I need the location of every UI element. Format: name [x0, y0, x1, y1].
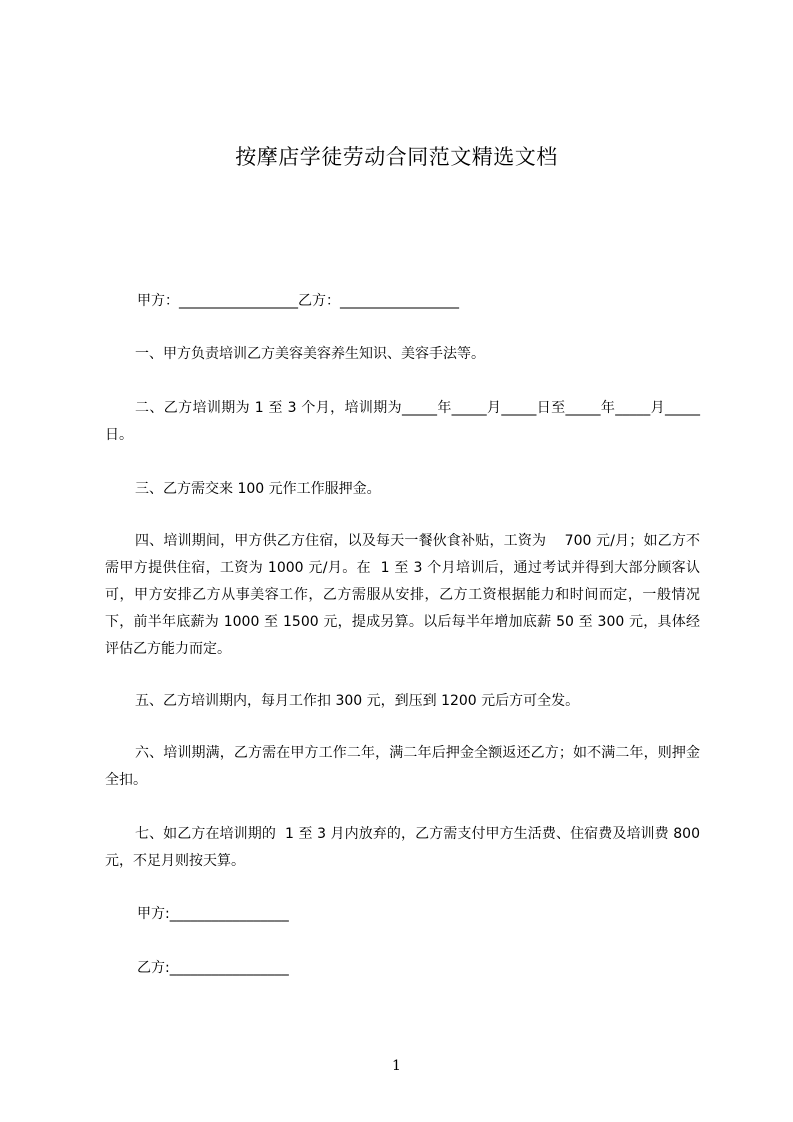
document-title: 按摩店学徒劳动合同范文精选文档 — [235, 145, 558, 169]
signature-party-b: 乙方:_________________ — [137, 960, 289, 976]
clause-2: 二、乙方培训期为 1 至 3 个月，培训期为_____年_____月_____日至_____年_____月_____日。 — [105, 400, 700, 443]
clause-7: 七、如乙方在培训期的 1 至 3 月内放弃的，乙方需支付甲方生活费、住宿费及培训费 800 元，不足月则按天算。 — [105, 826, 705, 869]
signature-party-a: 甲方:_________________ — [137, 906, 289, 922]
clause-1: 一、甲方负责培训乙方美容美容养生知识、美容手法等。 — [135, 346, 485, 362]
parties-line: 甲方：_________________乙方：_________________ — [137, 293, 459, 309]
clause-5: 五、乙方培训期内，每月工作扣 300 元，到压到 1200 元后方可全发。 — [135, 693, 580, 709]
page-number: 1 — [392, 1058, 401, 1074]
clause-3: 三、乙方需交来 100 元作工作服押金。 — [135, 481, 381, 497]
clause-4: 四、培训期间，甲方供乙方住宿，以及每天一餐伙食补贴，工资为 700 元/月；如乙方不需甲方提供住宿，工资为 1000 元/月。在 1 至 3 个月培训后，通过考试并得到大部分顾客认可，甲方安排乙方从事美容工作，乙方需服从安排，乙方工资根据能力和时间而定，一般情况下，前半年底薪为 1000 至 1500 元，提成另算。以后每半年增加底薪 50 至 300 元，具体经评估乙方能力而定。 — [105, 533, 700, 657]
clause-6: 六、培训期满，乙方需在甲方工作二年，满二年后押金全额返还乙方；如不满二年，则押金全扣。 — [105, 745, 700, 788]
